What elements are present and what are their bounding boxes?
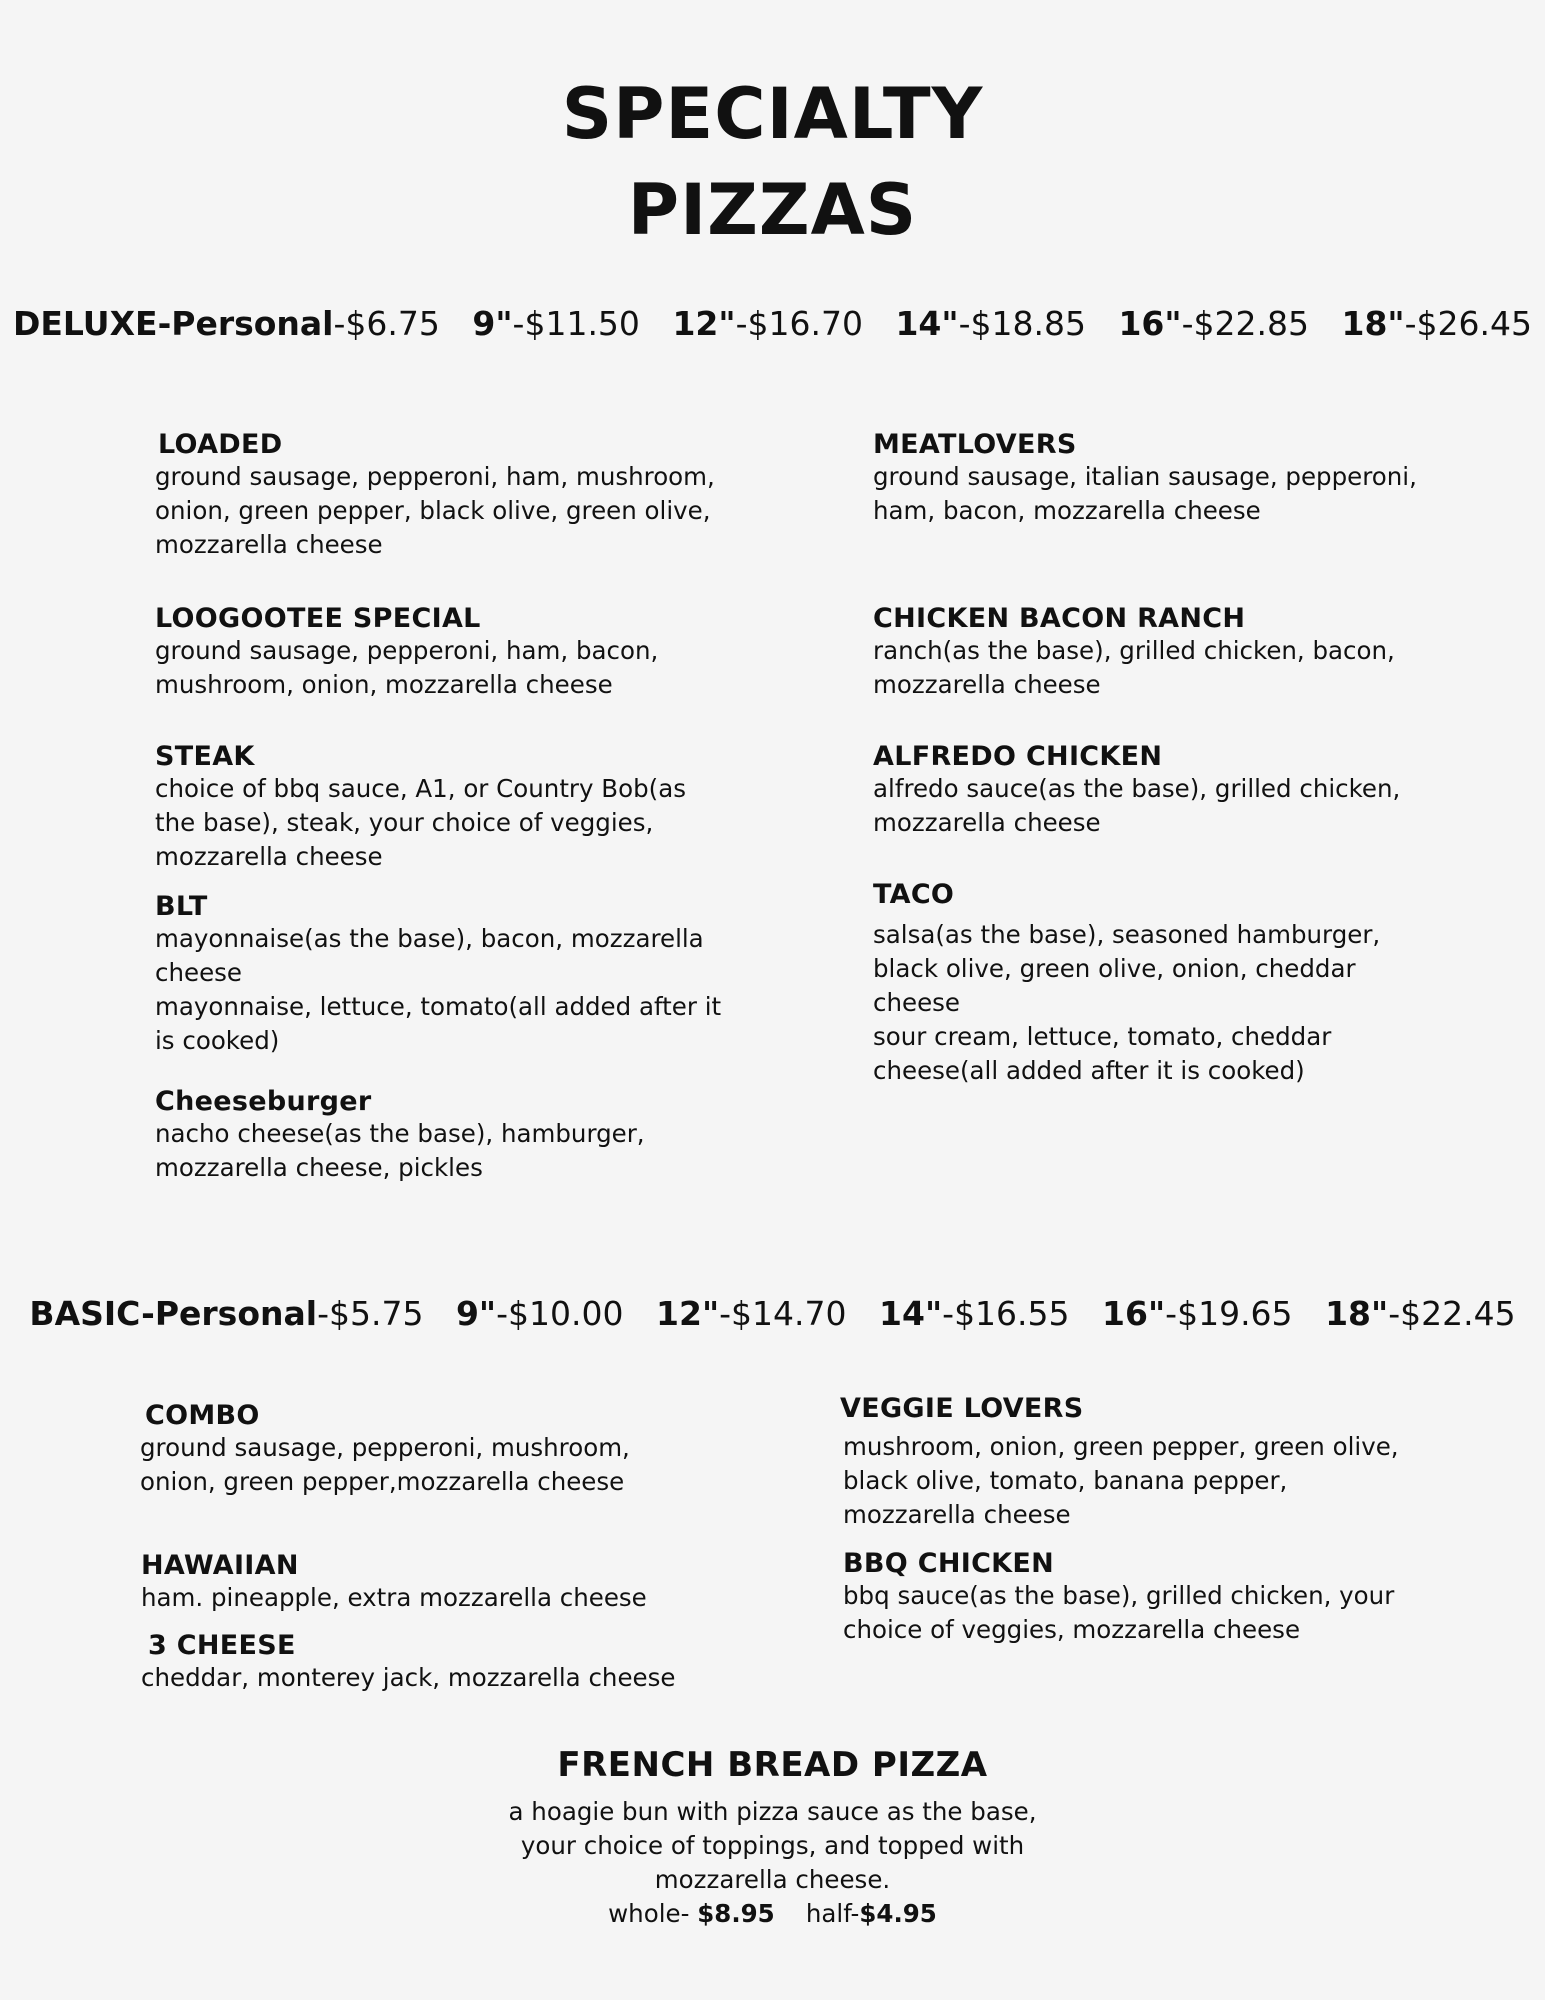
deluxe-tier-label: DELUXE: [12, 304, 158, 343]
basic-price-row: [0, 1292, 1545, 1336]
size-label: 14": [879, 1294, 943, 1333]
item-name: VEGGIE LOVERS: [840, 1393, 1084, 1424]
menu-item-loaded: [155, 429, 798, 562]
size-label: 9": [472, 304, 513, 343]
item-name: BBQ CHICKEN: [843, 1548, 1055, 1579]
size-price: -$16.70: [735, 304, 863, 343]
size-price: -$11.50: [512, 304, 640, 343]
deluxe-price-row: [0, 302, 1545, 346]
french-bread-prices: [0, 1897, 1545, 1931]
item-name: MEATLOVERS: [873, 429, 1077, 460]
size-price: -$22.45: [1388, 1294, 1516, 1333]
item-name: ALFREDO CHICKEN: [873, 741, 1163, 772]
item-description: ground sausage, pepperoni, mushroom, onion, green pepper,mozzarella cheese: [140, 1433, 630, 1496]
menu-item-steak: [155, 742, 795, 874]
size-price: -$26.45: [1404, 304, 1532, 343]
item-description: ham. pineapple, extra mozzarella cheese: [141, 1583, 647, 1612]
item-description: ground sausage, italian sausage, pepperoni, ham, bacon, mozzarella cheese: [873, 462, 1417, 525]
item-name: Cheeseburger: [155, 1086, 372, 1117]
basic-personal-label: -Personal: [141, 1294, 318, 1333]
half-label: half-: [805, 1899, 860, 1928]
size-price: -$10.00: [496, 1294, 624, 1333]
size-label: 16": [1102, 1294, 1166, 1333]
item-description: ground sausage, pepperoni, ham, mushroom, onion, green pepper, black olive, green olive, mozzarella cheese: [155, 462, 715, 559]
deluxe-size-price: [472, 302, 640, 346]
basic-size-price: [456, 1292, 624, 1336]
item-description: salsa(as the base), seasoned hamburger, black olive, green olive, onion, cheddar cheese sour cream, lettuce, tomato, cheddar cheese(all added after it is cooked): [873, 920, 1381, 1085]
french-bread-title: FRENCH BREAD PIZZA: [557, 1745, 988, 1785]
basic-size-price: [879, 1292, 1070, 1336]
size-label: 18": [1341, 304, 1405, 343]
item-description: ranch(as the base), grilled chicken, bacon, mozzarella cheese: [873, 636, 1395, 699]
size-price: -$18.85: [958, 304, 1086, 343]
item-description: mayonnaise(as the base), bacon, mozzarella cheese mayonnaise, lettuce, tomato(all added after it is cooked): [155, 924, 722, 1055]
menu-item-3-cheese: [141, 1630, 788, 1695]
basic-personal-value: -$5.75: [317, 1294, 424, 1333]
size-price: -$19.65: [1165, 1294, 1293, 1333]
deluxe-personal-label: -Personal: [157, 304, 334, 343]
size-label: 9": [455, 1294, 497, 1333]
deluxe-size-price: [895, 302, 1086, 346]
size-label: 18": [1325, 1294, 1389, 1333]
size-label: 16": [1118, 304, 1182, 343]
menu-item-bbq-chicken: [843, 1549, 1483, 1647]
item-description: bbq sauce(as the base), grilled chicken, your choice of veggies, mozzarella cheese: [843, 1581, 1395, 1644]
page-title: [0, 66, 1545, 258]
basic-size-price: [1325, 1292, 1516, 1336]
size-price: -$14.70: [719, 1294, 847, 1333]
item-name: COMBO: [145, 1400, 260, 1431]
item-description: nacho cheese(as the base), hamburger, mozzarella cheese, pickles: [155, 1119, 645, 1182]
whole-price: $8.95: [697, 1899, 775, 1928]
size-label: 14": [895, 304, 959, 343]
item-description: ground sausage, pepperoni, ham, bacon, mushroom, onion, mozzarella cheese: [155, 636, 659, 699]
item-description: choice of bbq sauce, A1, or Country Bob(as the base), steak, your choice of veggies, mozzarella cheese: [155, 774, 686, 871]
item-description: alfredo sauce(as the base), grilled chicken, mozzarella cheese: [873, 774, 1401, 837]
size-price: -$22.85: [1181, 304, 1309, 343]
size-label: 12": [672, 304, 736, 343]
title-line-2: PIZZAS: [627, 169, 918, 251]
item-name: CHICKEN BACON RANCH: [873, 603, 1246, 634]
basic-size-price: [1102, 1292, 1293, 1336]
item-name: HAWAIIAN: [141, 1550, 299, 1581]
french-bread-description: a hoagie bun with pizza sauce as the base, your choice of toppings, and topped with mozzarella cheese.: [508, 1797, 1037, 1894]
deluxe-personal-value: -$6.75: [333, 304, 440, 343]
menu-item-blt: [155, 892, 795, 1058]
deluxe-size-price: [672, 302, 863, 346]
title-line-1: SPECIALTY: [561, 73, 984, 155]
menu-item-cheeseburger: [155, 1087, 795, 1185]
half-price: $4.95: [859, 1899, 937, 1928]
item-name: LOOGOOTEE SPECIAL: [155, 603, 481, 634]
menu-item-chicken-bacon-ranch: [873, 604, 1513, 702]
whole-label: whole-: [608, 1899, 698, 1928]
item-description: cheddar, monterey jack, mozzarella cheese: [141, 1663, 676, 1692]
menu-item-veggie-lovers: [840, 1394, 1480, 1532]
menu-item-alfredo-chicken: [873, 742, 1513, 840]
item-description: mushroom, onion, green pepper, green olive, black olive, tomato, banana pepper, mozzarella cheese: [843, 1432, 1399, 1529]
basic-tier-label: BASIC: [29, 1294, 142, 1333]
french-bread-pizza-section: [0, 1745, 1545, 1931]
deluxe-size-price: [1341, 302, 1532, 346]
item-name: TACO: [873, 879, 955, 910]
menu-item-hawaiian: [141, 1551, 781, 1615]
size-label: 12": [656, 1294, 720, 1333]
basic-personal-price: [29, 1292, 423, 1336]
item-name: LOADED: [158, 429, 283, 460]
size-price: -$16.55: [942, 1294, 1070, 1333]
deluxe-size-price: [1118, 302, 1309, 346]
item-name: BLT: [155, 891, 208, 922]
basic-size-price: [656, 1292, 847, 1336]
menu-item-loogootee-special: [155, 604, 795, 702]
menu-item-taco: [873, 880, 1513, 1088]
menu-item-meatlovers: [873, 430, 1513, 528]
deluxe-personal-price: [13, 302, 440, 346]
menu-item-combo: [140, 1400, 785, 1499]
item-name: 3 CHEESE: [148, 1630, 296, 1661]
item-name: STEAK: [155, 741, 255, 772]
